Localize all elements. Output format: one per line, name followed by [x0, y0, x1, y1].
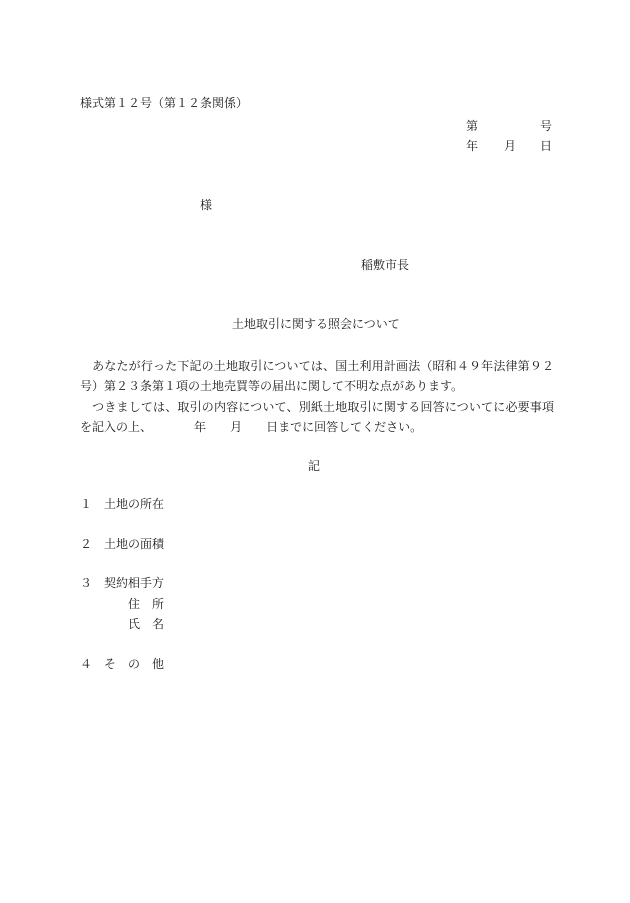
sub-item-name: 氏 名 [128, 617, 165, 631]
item-number: ２ [80, 537, 93, 551]
item-label-other: そ の 他 [104, 657, 165, 671]
item-number: ３ [80, 576, 93, 590]
ki-heading: 記 [308, 459, 321, 473]
body-paragraph-2 [80, 397, 554, 437]
date-year-label: 年 [466, 139, 479, 153]
deadline-month-label: 月 [230, 420, 243, 434]
deadline-year-blank [146, 420, 194, 434]
item-number: ４ [80, 657, 93, 671]
sender-name: 稲敷市長 [361, 258, 410, 272]
item-number: １ [80, 497, 93, 511]
item-label-land-location: 土地の所在 [104, 497, 165, 511]
body-paragraph-1: あなたが行った下記の土地取引については、国土利用計画法（昭和４９年法律第９２号）第２３条第１項の土地売買等の届出に関して不明な点があります。 [80, 359, 554, 393]
item-label-land-area: 土地の面積 [104, 537, 165, 551]
date-day-label: 日 [540, 139, 553, 153]
paragraph-2-text-2: 日までに回答してください。 [266, 420, 423, 434]
doc-number-suffix: 号 [540, 119, 553, 133]
doc-number-prefix: 第 [466, 119, 479, 133]
date-month-label: 月 [504, 139, 517, 153]
form-id: 様式第１２号（第１２条関係） [80, 96, 249, 110]
deadline-month-blank [206, 420, 230, 434]
addressee-suffix: 様 [200, 198, 213, 212]
sub-item-address: 住 所 [128, 597, 165, 611]
paragraph-2-text-1: つきましては、取引の内容について、別紙土地取引に関する回答についてに必要事項を記入の上、 [80, 400, 554, 434]
document-title: 土地取引に関する照会について [232, 317, 400, 331]
item-label-counterparty: 契約相手方 [104, 576, 165, 590]
deadline-year-label: 年 [194, 420, 207, 434]
deadline-day-blank [242, 420, 266, 434]
